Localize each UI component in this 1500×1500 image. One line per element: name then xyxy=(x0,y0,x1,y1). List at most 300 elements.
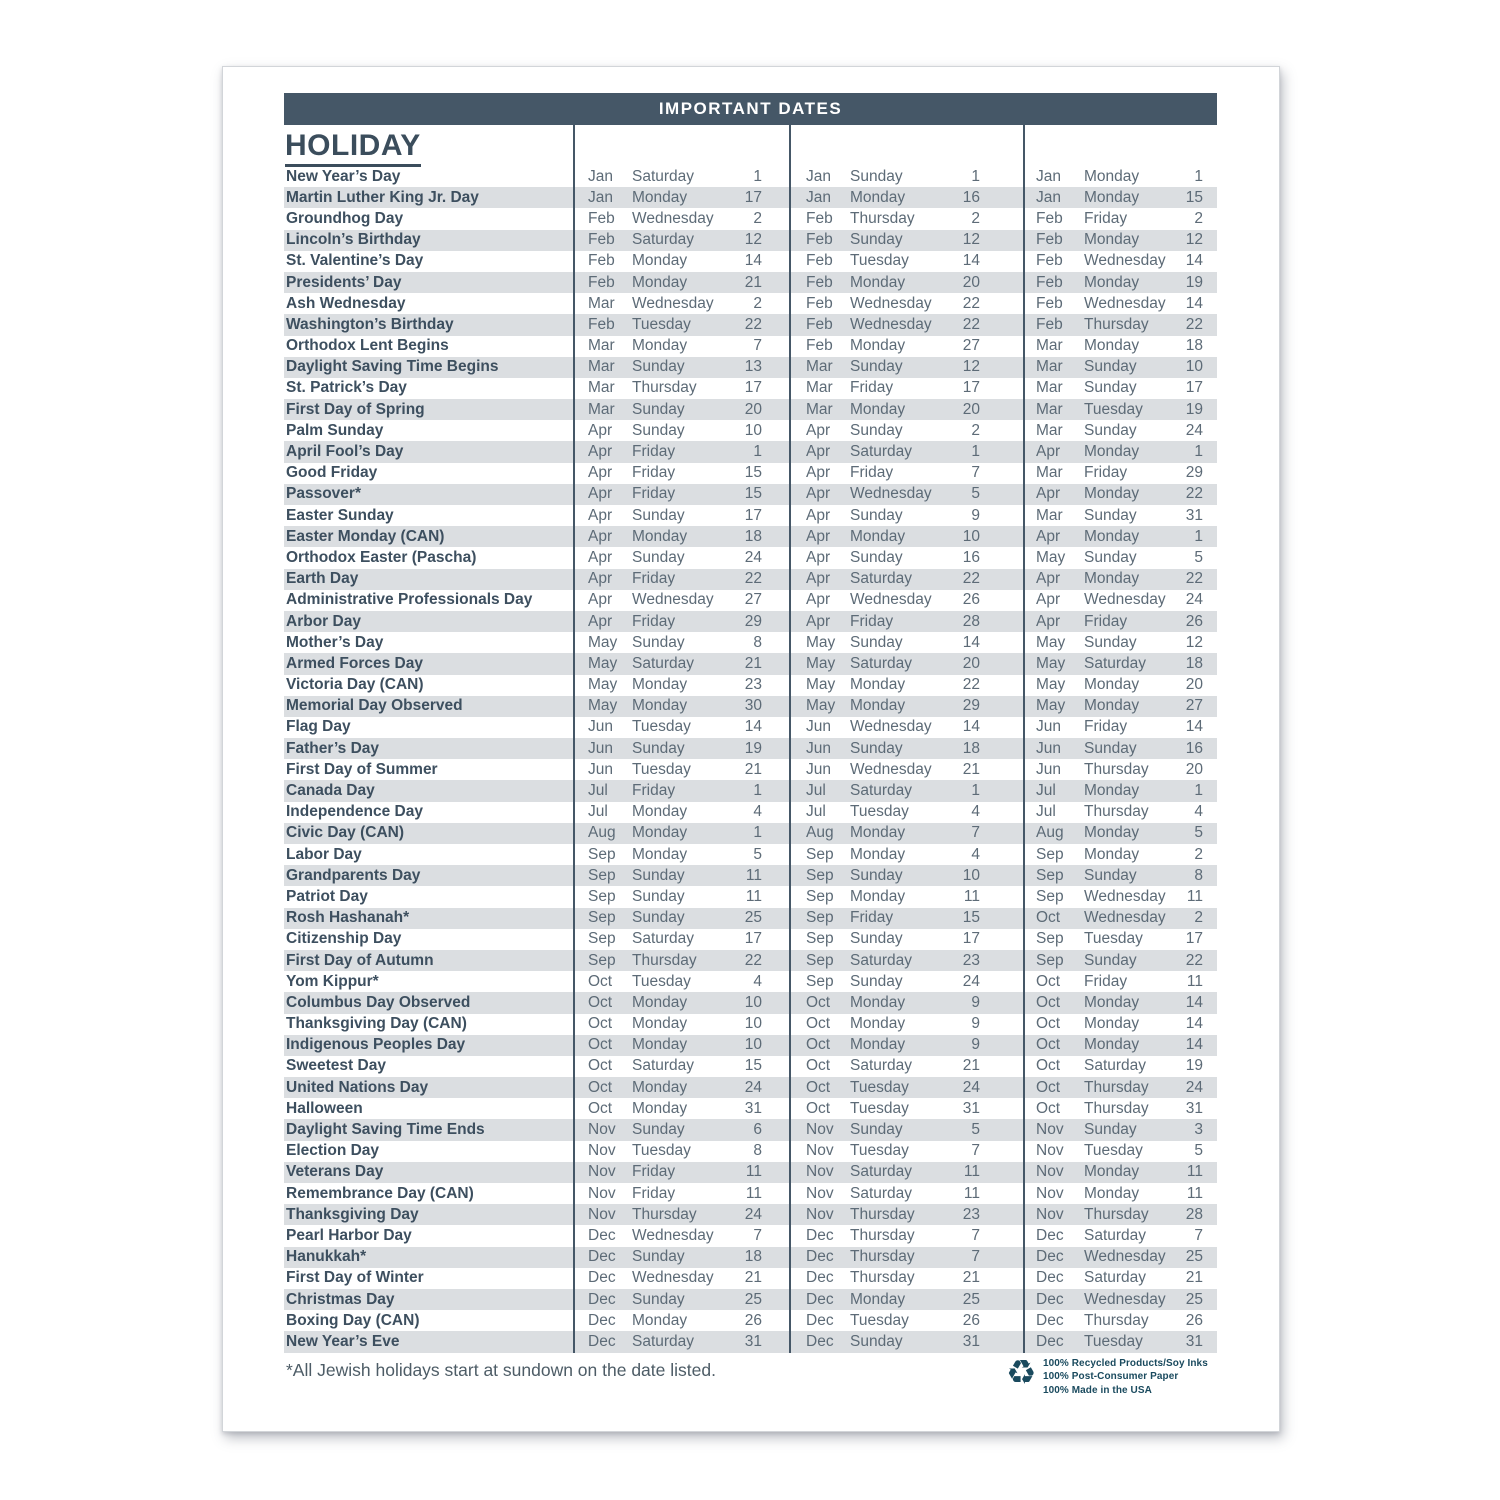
table-row xyxy=(284,908,1217,929)
table-row xyxy=(284,484,1217,505)
table-row xyxy=(284,929,1217,950)
weekday: Monday xyxy=(632,993,688,1011)
day-number: 20 xyxy=(1185,676,1203,694)
day-number: 21 xyxy=(744,654,762,672)
date-cell-year2 xyxy=(790,1268,1024,1289)
month-abbrev: Dec xyxy=(1036,1248,1064,1266)
table-row xyxy=(284,336,1217,357)
month-abbrev: Jun xyxy=(806,718,831,736)
weekday: Sunday xyxy=(632,1121,685,1139)
holiday-name: Orthodox Easter (Pascha) xyxy=(286,548,477,566)
day-number: 27 xyxy=(744,591,762,609)
day-number: 22 xyxy=(1185,951,1203,969)
month-abbrev: Sep xyxy=(588,909,616,927)
date-cell-year2 xyxy=(790,1056,1024,1077)
weekday: Saturday xyxy=(850,654,913,672)
day-number: 1 xyxy=(753,443,762,461)
weekday: Sunday xyxy=(632,739,685,757)
month-abbrev: Mar xyxy=(588,379,615,397)
date-cell-year3 xyxy=(1024,208,1217,229)
holiday-name: Memorial Day Observed xyxy=(286,697,463,715)
month-abbrev: Jun xyxy=(588,739,613,757)
month-abbrev: Apr xyxy=(1036,485,1061,503)
holiday-name: Washington’s Birthday xyxy=(286,315,454,333)
day-number: 2 xyxy=(1194,909,1203,927)
day-number: 22 xyxy=(1185,570,1203,588)
date-cell-year3 xyxy=(1024,314,1217,335)
month-abbrev: Oct xyxy=(588,993,613,1011)
day-number: 22 xyxy=(962,294,980,312)
weekday: Monday xyxy=(1084,188,1140,206)
date-cell-year3 xyxy=(1024,971,1217,992)
month-abbrev: Sep xyxy=(1036,930,1064,948)
holiday-name: Daylight Saving Time Ends xyxy=(286,1121,485,1139)
date-cell-year1 xyxy=(574,399,790,420)
weekday: Monday xyxy=(1084,845,1140,863)
day-number: 11 xyxy=(745,866,762,884)
day-number: 23 xyxy=(962,1205,980,1223)
table-row xyxy=(284,802,1217,823)
weekday: Monday xyxy=(1084,782,1140,800)
day-number: 10 xyxy=(962,866,980,884)
weekday: Monday xyxy=(632,1078,688,1096)
month-abbrev: Jun xyxy=(588,718,613,736)
date-cell-year2 xyxy=(790,1310,1024,1331)
month-abbrev: Nov xyxy=(1036,1163,1064,1181)
date-cell-year3 xyxy=(1024,1119,1217,1140)
date-cell-year1 xyxy=(574,314,790,335)
weekday: Monday xyxy=(632,676,688,694)
day-number: 25 xyxy=(1185,1290,1203,1308)
month-abbrev: May xyxy=(806,676,836,694)
weekday: Monday xyxy=(1084,443,1140,461)
date-cell-year1 xyxy=(574,463,790,484)
date-cell-year3 xyxy=(1024,1056,1217,1077)
month-abbrev: Aug xyxy=(1036,824,1064,842)
date-cell-year2 xyxy=(790,865,1024,886)
weekday: Sunday xyxy=(850,972,903,990)
holiday-name: Armed Forces Day xyxy=(286,654,423,672)
weekday: Sunday xyxy=(632,1248,685,1266)
holiday-name: Election Day xyxy=(286,1142,380,1160)
day-number: 24 xyxy=(744,548,762,566)
holiday-name: New Year’s Eve xyxy=(286,1332,400,1350)
month-abbrev: Jul xyxy=(1036,782,1056,800)
weekday: Thursday xyxy=(850,1248,915,1266)
weekday: Sunday xyxy=(632,887,685,905)
day-number: 10 xyxy=(1185,358,1203,376)
day-number: 13 xyxy=(744,358,762,376)
day-number: 18 xyxy=(1185,337,1203,355)
date-cell-year3 xyxy=(1024,166,1217,187)
month-abbrev: Apr xyxy=(1036,591,1061,609)
weekday: Tuesday xyxy=(850,1142,909,1160)
day-number: 5 xyxy=(1194,548,1203,566)
date-cell-year3 xyxy=(1024,1035,1217,1056)
weekday: Monday xyxy=(632,527,688,545)
date-cell-year1 xyxy=(574,886,790,907)
day-number: 15 xyxy=(744,1057,762,1075)
weekday: Thursday xyxy=(1084,1205,1149,1223)
day-number: 16 xyxy=(962,188,980,206)
month-abbrev: Apr xyxy=(588,464,613,482)
month-abbrev: Apr xyxy=(806,570,831,588)
date-cell-year2 xyxy=(790,738,1024,759)
month-abbrev: Mar xyxy=(1036,506,1063,524)
day-number: 18 xyxy=(744,1248,762,1266)
date-cell-year1 xyxy=(574,696,790,717)
date-cell-year3 xyxy=(1024,547,1217,568)
weekday: Monday xyxy=(632,1036,688,1054)
holiday-table xyxy=(284,125,1217,1353)
date-cell-year2 xyxy=(790,950,1024,971)
month-abbrev: Aug xyxy=(806,824,834,842)
date-cell-year2 xyxy=(790,293,1024,314)
holiday-name: Pearl Harbor Day xyxy=(286,1226,412,1244)
date-cell-year1 xyxy=(574,357,790,378)
day-number: 1 xyxy=(971,167,980,185)
weekday: Sunday xyxy=(1084,506,1137,524)
day-number: 20 xyxy=(744,400,762,418)
weekday: Saturday xyxy=(850,570,913,588)
day-number: 11 xyxy=(963,887,980,905)
holiday-name: Lincoln’s Birthday xyxy=(286,231,421,249)
month-abbrev: May xyxy=(806,633,836,651)
date-cell-year1 xyxy=(574,675,790,696)
holiday-name: Easter Monday (CAN) xyxy=(286,527,445,545)
month-abbrev: Nov xyxy=(806,1163,834,1181)
month-abbrev: Feb xyxy=(806,337,833,355)
month-abbrev: Jan xyxy=(806,167,831,185)
weekday: Thursday xyxy=(1084,803,1149,821)
day-number: 10 xyxy=(744,1015,762,1033)
date-cell-year3 xyxy=(1024,590,1217,611)
holiday-name: Flag Day xyxy=(286,718,351,736)
date-cell-year1 xyxy=(574,441,790,462)
month-abbrev: Oct xyxy=(1036,1057,1061,1075)
weekday: Friday xyxy=(632,1163,676,1181)
weekday: Monday xyxy=(850,337,906,355)
date-cell-year2 xyxy=(790,357,1024,378)
day-number: 21 xyxy=(962,760,980,778)
month-abbrev: Dec xyxy=(588,1311,616,1329)
weekday: Sunday xyxy=(632,909,685,927)
table-row xyxy=(284,1204,1217,1225)
day-number: 1 xyxy=(753,782,762,800)
paper-sheet xyxy=(222,66,1280,1432)
day-number: 7 xyxy=(971,464,980,482)
month-abbrev: Nov xyxy=(588,1205,616,1223)
date-cell-year1 xyxy=(574,378,790,399)
weekday: Monday xyxy=(850,845,906,863)
date-cell-year2 xyxy=(790,230,1024,251)
date-cell-year2 xyxy=(790,420,1024,441)
day-number: 17 xyxy=(962,379,980,397)
holiday-name: Remembrance Day (CAN) xyxy=(286,1184,474,1202)
holiday-name: Hanukkah* xyxy=(286,1248,367,1266)
month-abbrev: Dec xyxy=(588,1269,616,1287)
table-row xyxy=(284,844,1217,865)
table-row xyxy=(284,865,1217,886)
day-number: 23 xyxy=(962,951,980,969)
month-abbrev: Apr xyxy=(588,612,613,630)
day-number: 14 xyxy=(962,252,980,270)
day-number: 20 xyxy=(1185,760,1203,778)
weekday: Monday xyxy=(850,273,906,291)
weekday: Sunday xyxy=(850,739,903,757)
holiday-name: Citizenship Day xyxy=(286,930,402,948)
day-number: 1 xyxy=(971,782,980,800)
day-number: 19 xyxy=(1185,273,1203,291)
holiday-name: First Day of Summer xyxy=(286,760,438,778)
weekday: Monday xyxy=(1084,167,1140,185)
month-abbrev: Apr xyxy=(1036,570,1061,588)
day-number: 17 xyxy=(744,188,762,206)
month-abbrev: Sep xyxy=(588,887,616,905)
weekday: Wednesday xyxy=(1084,591,1166,609)
holiday-name: Victoria Day (CAN) xyxy=(286,676,424,694)
weekday: Tuesday xyxy=(850,1311,909,1329)
month-abbrev: May xyxy=(1036,548,1066,566)
month-abbrev: Apr xyxy=(588,421,613,439)
month-abbrev: May xyxy=(806,697,836,715)
day-number: 7 xyxy=(971,1142,980,1160)
month-abbrev: Feb xyxy=(1036,315,1063,333)
month-abbrev: Jun xyxy=(806,739,831,757)
day-number: 7 xyxy=(971,824,980,842)
holiday-name: Presidents’ Day xyxy=(286,273,402,291)
date-cell-year1 xyxy=(574,1310,790,1331)
weekday: Friday xyxy=(632,782,676,800)
weekday: Sunday xyxy=(850,506,903,524)
month-abbrev: Sep xyxy=(1036,866,1064,884)
date-cell-year1 xyxy=(574,802,790,823)
weekday: Monday xyxy=(850,1290,906,1308)
recycle-statement xyxy=(1006,1354,1217,1398)
weekday: Friday xyxy=(1084,718,1128,736)
month-abbrev: Mar xyxy=(588,358,615,376)
month-abbrev: Sep xyxy=(806,972,834,990)
day-number: 24 xyxy=(744,1078,762,1096)
weekday: Sunday xyxy=(850,1332,903,1350)
date-cell-year3 xyxy=(1024,293,1217,314)
month-abbrev: Dec xyxy=(588,1290,616,1308)
date-cell-year2 xyxy=(790,929,1024,950)
day-number: 17 xyxy=(744,930,762,948)
weekday: Thursday xyxy=(850,1226,915,1244)
day-number: 14 xyxy=(1185,294,1203,312)
date-cell-year3 xyxy=(1024,272,1217,293)
month-abbrev: Mar xyxy=(806,358,833,376)
day-number: 26 xyxy=(962,591,980,609)
jewish-holidays-footnote: *All Jewish holidays start at sundown on the date listed. xyxy=(286,1359,716,1380)
weekday: Sunday xyxy=(1084,739,1137,757)
table-row xyxy=(284,1162,1217,1183)
title-row xyxy=(284,125,1217,166)
day-number: 25 xyxy=(744,909,762,927)
day-number: 12 xyxy=(744,231,762,249)
day-number: 8 xyxy=(753,1142,762,1160)
day-number: 18 xyxy=(962,739,980,757)
weekday: Monday xyxy=(1084,1163,1140,1181)
weekday: Monday xyxy=(632,337,688,355)
date-cell-year1 xyxy=(574,1098,790,1119)
month-abbrev: Oct xyxy=(1036,1099,1061,1117)
date-cell-year3 xyxy=(1024,357,1217,378)
month-abbrev: May xyxy=(588,697,618,715)
date-cell-year3 xyxy=(1024,929,1217,950)
date-cell-year1 xyxy=(574,971,790,992)
date-cell-year2 xyxy=(790,908,1024,929)
date-cell-year2 xyxy=(790,1035,1024,1056)
day-number: 3 xyxy=(1194,1121,1203,1139)
month-abbrev: Dec xyxy=(806,1226,834,1244)
date-cell-year2 xyxy=(790,1204,1024,1225)
month-abbrev: Apr xyxy=(806,506,831,524)
day-number: 1 xyxy=(753,824,762,842)
header-bar xyxy=(284,93,1217,125)
day-number: 25 xyxy=(1185,1248,1203,1266)
weekday: Thursday xyxy=(1084,1099,1149,1117)
date-cell-year2 xyxy=(790,1098,1024,1119)
day-number: 18 xyxy=(1185,654,1203,672)
date-cell-year2 xyxy=(790,759,1024,780)
day-number: 14 xyxy=(744,252,762,270)
day-number: 27 xyxy=(1185,697,1203,715)
day-number: 20 xyxy=(962,400,980,418)
month-abbrev: Nov xyxy=(588,1163,616,1181)
day-number: 23 xyxy=(744,676,762,694)
month-abbrev: Apr xyxy=(806,421,831,439)
day-number: 24 xyxy=(744,1205,762,1223)
day-number: 1 xyxy=(971,443,980,461)
weekday: Monday xyxy=(632,252,688,270)
date-cell-year1 xyxy=(574,823,790,844)
day-number: 15 xyxy=(744,485,762,503)
day-number: 10 xyxy=(962,527,980,545)
date-cell-year1 xyxy=(574,1141,790,1162)
day-number: 24 xyxy=(1185,591,1203,609)
date-cell-year2 xyxy=(790,463,1024,484)
date-cell-year1 xyxy=(574,208,790,229)
table-row xyxy=(284,526,1217,547)
month-abbrev: Sep xyxy=(1036,951,1064,969)
month-abbrev: Feb xyxy=(806,252,833,270)
month-abbrev: Sep xyxy=(588,930,616,948)
month-abbrev: Mar xyxy=(1036,464,1063,482)
date-cell-year2 xyxy=(790,886,1024,907)
day-number: 27 xyxy=(962,337,980,355)
date-cell-year3 xyxy=(1024,823,1217,844)
weekday: Saturday xyxy=(850,951,913,969)
weekday: Sunday xyxy=(850,231,903,249)
holiday-name: Christmas Day xyxy=(286,1290,395,1308)
table-row xyxy=(284,886,1217,907)
month-abbrev: Dec xyxy=(806,1290,834,1308)
holiday-name: Mother’s Day xyxy=(286,633,384,651)
day-number: 11 xyxy=(963,1163,980,1181)
date-cell-year3 xyxy=(1024,569,1217,590)
month-abbrev: Nov xyxy=(806,1121,834,1139)
day-number: 1 xyxy=(1194,527,1203,545)
table-row xyxy=(284,1141,1217,1162)
month-abbrev: Dec xyxy=(588,1248,616,1266)
weekday: Wednesday xyxy=(1084,1290,1166,1308)
weekday: Monday xyxy=(850,824,906,842)
table-row xyxy=(284,950,1217,971)
date-cell-year3 xyxy=(1024,1098,1217,1119)
weekday: Thursday xyxy=(850,209,915,227)
date-cell-year1 xyxy=(574,187,790,208)
holiday-name: Halloween xyxy=(286,1099,363,1117)
month-abbrev: Jul xyxy=(588,782,608,800)
month-abbrev: Jul xyxy=(588,803,608,821)
page-title: HOLIDAY xyxy=(285,129,421,167)
weekday: Wednesday xyxy=(850,591,932,609)
weekday: Wednesday xyxy=(632,294,714,312)
weekday: Friday xyxy=(850,909,894,927)
month-abbrev: Jan xyxy=(588,167,613,185)
weekday: Saturday xyxy=(632,1332,695,1350)
table-row xyxy=(284,505,1217,526)
weekday: Thursday xyxy=(1084,1311,1149,1329)
month-abbrev: Nov xyxy=(1036,1184,1064,1202)
day-number: 8 xyxy=(753,633,762,651)
month-abbrev: May xyxy=(1036,697,1066,715)
date-cell-year3 xyxy=(1024,187,1217,208)
date-cell-year1 xyxy=(574,547,790,568)
weekday: Monday xyxy=(632,1099,688,1117)
day-number: 31 xyxy=(1185,1099,1203,1117)
month-abbrev: Oct xyxy=(806,1078,831,1096)
weekday: Friday xyxy=(850,612,894,630)
date-cell-year3 xyxy=(1024,1183,1217,1204)
month-abbrev: Apr xyxy=(588,506,613,524)
table-row xyxy=(284,293,1217,314)
day-number: 17 xyxy=(1185,379,1203,397)
weekday: Saturday xyxy=(632,930,695,948)
weekday: Wednesday xyxy=(632,591,714,609)
weekday: Monday xyxy=(850,993,906,1011)
weekday: Monday xyxy=(632,845,688,863)
date-cell-year1 xyxy=(574,1035,790,1056)
weekday: Friday xyxy=(850,464,894,482)
month-abbrev: Oct xyxy=(588,1057,613,1075)
weekday: Monday xyxy=(632,1015,688,1033)
month-abbrev: Mar xyxy=(588,294,615,312)
holiday-name: Civic Day (CAN) xyxy=(286,824,404,842)
date-cell-year2 xyxy=(790,675,1024,696)
table-row xyxy=(284,1119,1217,1140)
date-cell-year3 xyxy=(1024,908,1217,929)
date-cell-year1 xyxy=(574,844,790,865)
date-cell-year2 xyxy=(790,272,1024,293)
weekday: Thursday xyxy=(850,1205,915,1223)
month-abbrev: Feb xyxy=(806,294,833,312)
month-abbrev: Nov xyxy=(1036,1142,1064,1160)
date-cell-year1 xyxy=(574,632,790,653)
weekday: Saturday xyxy=(632,167,695,185)
holiday-name: United Nations Day xyxy=(286,1078,429,1096)
holiday-name: Canada Day xyxy=(286,782,375,800)
date-cell-year1 xyxy=(574,230,790,251)
month-abbrev: Mar xyxy=(806,379,833,397)
holiday-name: Ash Wednesday xyxy=(286,294,406,312)
weekday: Wednesday xyxy=(850,760,932,778)
month-abbrev: Nov xyxy=(806,1142,834,1160)
date-cell-year3 xyxy=(1024,802,1217,823)
date-cell-year1 xyxy=(574,420,790,441)
